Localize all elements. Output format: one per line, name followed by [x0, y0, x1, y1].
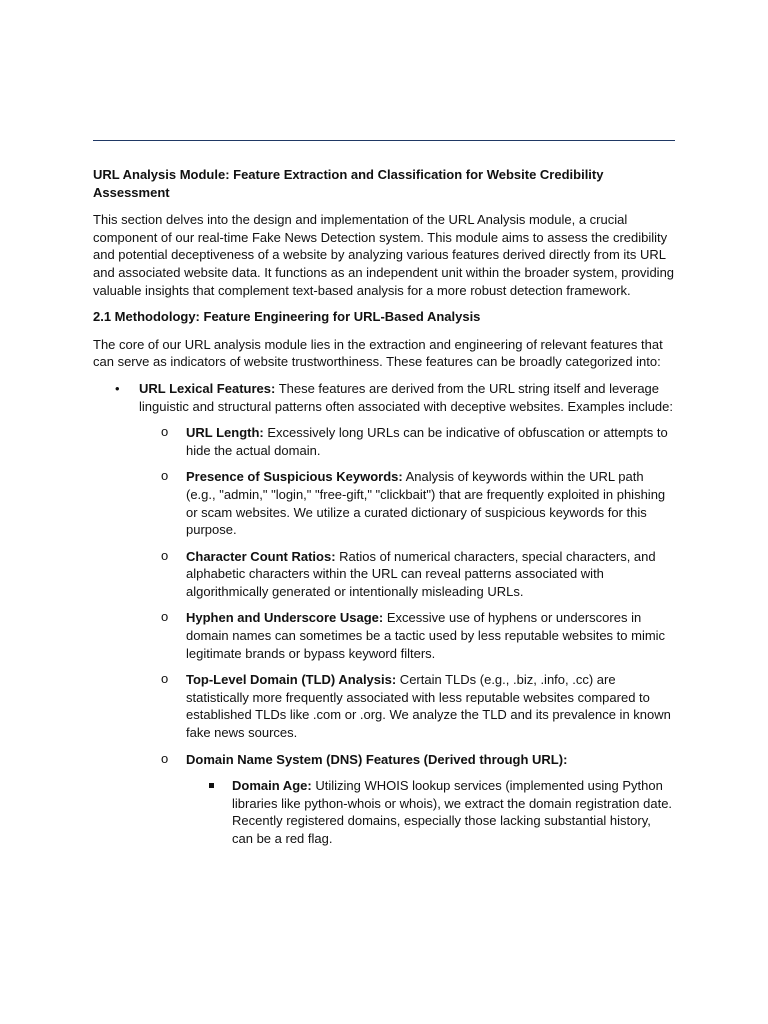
sub-item-dns-features — [93, 751, 675, 769]
sub-sub-item-text: Utilizing WHOIS lookup services (implemented using Python libraries like python-whois or whois), we extract the domain registration date. Recently registered domains, especially those lacking substantial history, can be a red flag. — [232, 778, 673, 846]
sub-item-label: Domain Name System (DNS) Features (Derived through URL): — [186, 751, 568, 767]
sub-bullet-marker: o — [161, 609, 169, 625]
square-bullet-marker — [209, 783, 214, 788]
header-rule — [93, 140, 675, 141]
section-heading: 2.1 Methodology: Feature Engineering for URL-Based Analysis — [93, 309, 481, 325]
sub-sub-item-label: Domain Age: — [232, 778, 312, 794]
sub-item-text: Ratios of numerical characters, special characters, and alphabetic characters within the URL can reveal patterns associated with algorithmically generated or intentionally misleading URLs. — [186, 548, 656, 599]
document-body — [93, 166, 675, 857]
section-intro-paragraph: The core of our URL analysis module lies in the extraction and engineering of relevant features that can serve as indicators of website trustworthiness. These features can be broadly categorized into: — [93, 336, 663, 370]
sub-item-tld-analysis — [93, 671, 675, 741]
sub-sub-item-domain-age — [93, 777, 675, 847]
sub-bullet-marker: o — [161, 750, 169, 766]
sub-item-text: Analysis of keywords within the URL path (e.g., "admin," "login," "free-gift," "clickbait") that are frequently exploited in phishing or scam websites. We utilize a curated dictionary of suspicious keywords for this purpose. — [186, 469, 666, 538]
sub-bullet-marker: o — [161, 547, 169, 563]
sub-item-label: Hyphen and Underscore Usage: — [186, 610, 384, 626]
sub-item-text: Excessive use of hyphens or underscores in domain names can sometimes be a tactic used by less reputable websites to mimic legitimate brands or bypass keyword filters. — [186, 610, 666, 661]
sub-item-label: Character Count Ratios: — [186, 548, 336, 564]
sub-item-character-count-ratios — [93, 548, 675, 601]
intro-paragraph: This section delves into the design and implementation of the URL Analysis module, a crucial component of our real-time Fake News Detection system. This module aims to assess the credibility and potential deceptiveness of a website by analyzing various features derived directly from its URL and associated website data. It functions as an independent unit within the broader system, providing valuable insights that complement text-based analysis for a more robust detection framework. — [93, 212, 675, 298]
bullet-label: URL Lexical Features: — [139, 380, 276, 396]
sub-item-hyphen-underscore — [93, 609, 675, 662]
sub-bullet-marker: o — [161, 671, 169, 687]
sub-item-suspicious-keywords — [93, 468, 675, 538]
bullet-marker: • — [115, 380, 120, 396]
sub-bullet-marker: o — [161, 424, 169, 440]
sub-item-label: Top-Level Domain (TLD) Analysis: — [186, 672, 397, 688]
sub-item-url-length — [93, 424, 675, 459]
sub-item-text: Excessively long URLs can be indicative of obfuscation or attempts to hide the actual domain. — [186, 425, 668, 458]
sub-item-label: URL Length: — [186, 425, 264, 441]
sub-bullet-marker: o — [161, 468, 169, 484]
sub-item-label: Presence of Suspicious Keywords: — [186, 469, 403, 485]
sub-item-text: Certain TLDs (e.g., .biz, .info, .cc) are statistically more frequently associated with less reputable websites compared to established TLDs like .com or .org. We analyze the TLD and its prevalence in known fake news sources. — [186, 672, 671, 741]
bullet-text: These features are derived from the URL string itself and leverage linguistic and structural patterns often associated with deceptive websites. Examples include: — [139, 380, 674, 414]
bullet-url-lexical-features — [93, 380, 675, 415]
document-title: URL Analysis Module: Feature Extraction and Classification for Website Credibility Assessment — [93, 167, 604, 200]
